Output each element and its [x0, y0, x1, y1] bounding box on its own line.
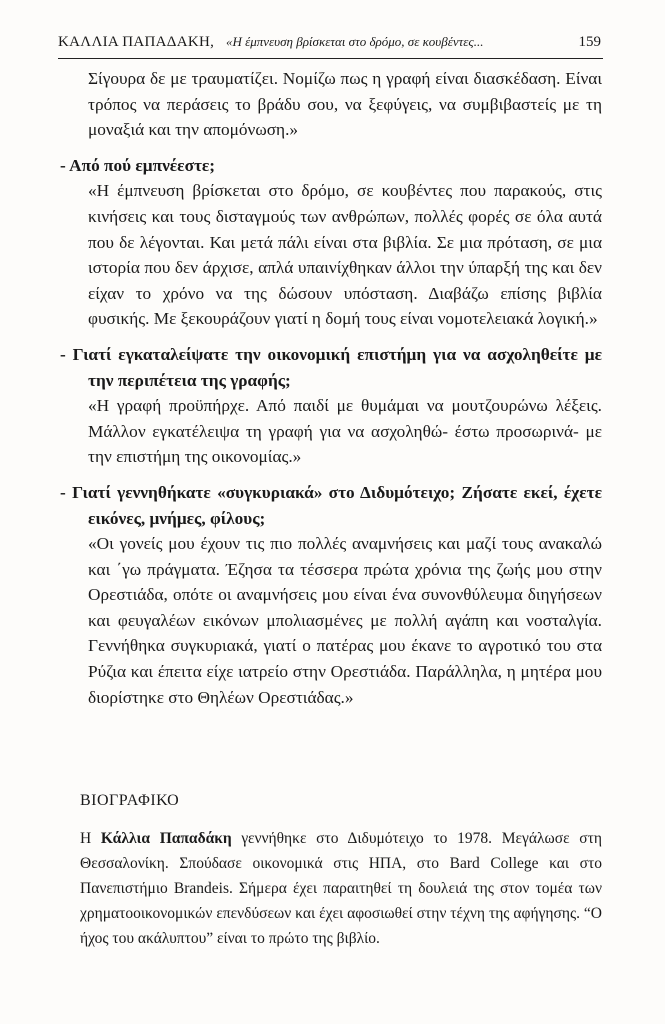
- header-left: [58, 34, 483, 51]
- header-rule: [58, 58, 603, 59]
- answer-2: «Η γραφή προϋπήρχε. Από παιδί με θυμάμαι να μουτζουρώνω λέξεις. Μάλλον εγκατέλειψα τη γραφή για να ασχοληθώ- έστω προσωρινά- με την επιστήμη της οικονομίας.»: [88, 396, 602, 467]
- bio-text: γεννήθηκε στο Διδυμότειχο το 1978. Μεγάλωσε στη Θεσσαλονίκη. Σπούδασε οικονομικά στις ΗΠΑ, στο Bard College και στο Πανεπιστήμιο Brandeis. Σήμερα έχει παραιτηθεί τη δουλειά της στον τομέα των χρηματοοικονομικών επενδύσεων και έχει αφοσιωθεί στην τέχνη της αφήγησης. “Ο ήχος του ακάλυπτου” είναι το πρώτο της βιβλίο.: [80, 830, 602, 947]
- running-header: [58, 34, 601, 51]
- bio-paragraph: [80, 826, 602, 951]
- intro-paragraph: Σίγουρα δε με τραυματίζει. Νομίζω πως η γραφή είναι διασκέδαση. Είναι τρόπος να περάσεις το βράδυ σου, να ξεφύγεις, να συμβιβαστείς με τη μοναξιά και την απομόνωση.»: [88, 69, 602, 140]
- bio-name: Κάλλια Παπαδάκη: [100, 830, 232, 847]
- page-number: 159: [578, 34, 601, 50]
- question-3: - Γιατί γεννηθήκατε «συγκυριακά» στο Διδυμότειχο; Ζήσατε εκεί, έχετε εικόνες, μνήμες, φίλους;: [60, 482, 602, 528]
- question-2: - Γιατί εγκαταλείψατε την οικονομική επιστήμη για να ασχοληθείτε με την περιπέτεια της γραφής;: [60, 344, 602, 390]
- header-title: «Η έμπνευση βρίσκεται στο δρόμο, σε κουβέντες...: [225, 34, 484, 49]
- bio-heading: ΒΙΟΓΡΑΦΙΚΟ: [80, 792, 180, 809]
- answer-1: «Η έμπνευση βρίσκεται στο δρόμο, σε κουβέντες που παρακούς, στις κινήσεις και τους δισταγμούς των ανθρώπων, πολλές φορές σε όλα αυτά που δε λέγονται. Και μετά πάλι είναι στα βιβλία. Σε μια πρόταση, σε μια ιστορία που δεν άρχισε, απλά υπαινίχθηκαν άλλοι την ύπαρξή της και δεν είχαν το χρόνο να της δώσουν υπόσταση. Διαβάζω επίσης βιβλία φυσικής. Με ξεκουράζουν γιατί η δομή τους είναι νομοτελειακά λογική.»: [88, 181, 602, 329]
- header-author: ΚΑΛΛΙΑ ΠΑΠΑΔΑΚΗ,: [58, 34, 215, 50]
- answer-3: «Οι γονείς μου έχουν τις πιο πολλές αναμνήσεις και μαζί τους ανακαλώ και ΄γω πράγματα. Έζησα τα τέσσερα πρώτα χρόνια της ζωής μου στην Ορεστιάδα, οπότε οι αναμνήσεις μου είναι ένα συνονθύλευμα διηγήσεων και φευγαλέων εικόνων μπολιασμένες με πολλή αγάπη και νοσταλγία. Γεννήθηκα συγκυριακά, γιατί ο πατέρας μου έκανε το αγροτικό του στα Ρύζια και έπειτα είχε ιατρείο στην Ορεστιάδα. Παράλληλα, η μητέρα μου διορίστηκε στο Θηλέων Ορεστιάδας.»: [88, 534, 602, 707]
- bio-prefix: Η: [80, 830, 101, 847]
- question-1: - Από πού εμπνέεστε;: [60, 155, 216, 175]
- interview-body: [60, 66, 602, 710]
